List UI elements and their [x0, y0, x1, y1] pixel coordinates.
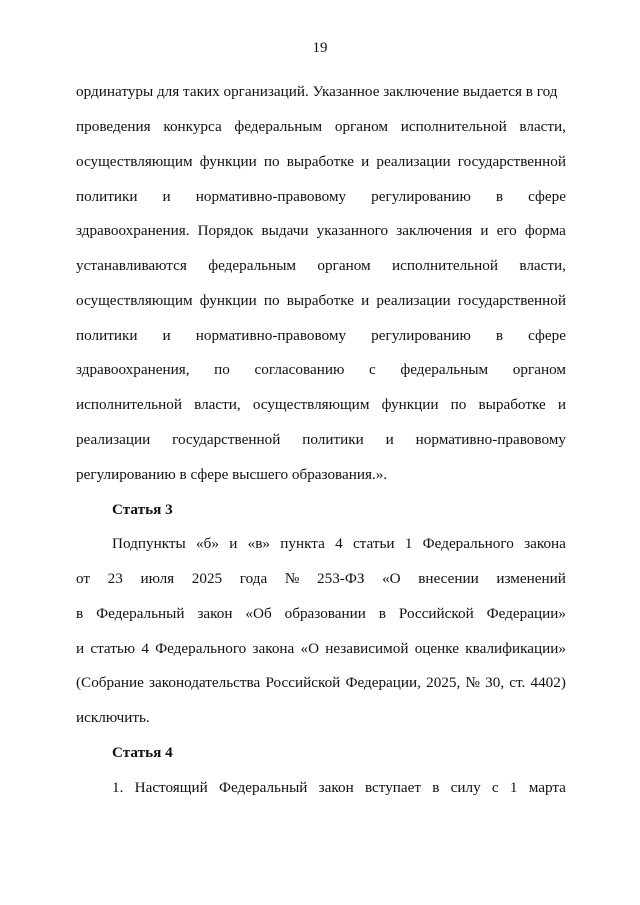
word: здравоохранения.: [76, 222, 190, 239]
word: ст.: [509, 674, 526, 691]
word: и: [162, 327, 171, 344]
word: федеральным: [208, 257, 297, 274]
word: заключения: [396, 222, 473, 239]
word: реализации: [76, 431, 151, 448]
word: осуществляющим: [252, 396, 370, 413]
word: регулированию: [371, 327, 471, 344]
word: статьи: [352, 535, 395, 552]
page-number: 19: [312, 40, 328, 56]
text-line: регулированию в сфере высшего образования.».: [76, 466, 388, 483]
word: государственной: [457, 153, 566, 170]
word: проведения: [76, 118, 151, 135]
word: июля: [140, 570, 175, 587]
word: и: [557, 396, 566, 413]
word: выработке: [286, 153, 354, 170]
word: по: [214, 361, 230, 378]
word: функции: [199, 292, 257, 309]
word: закон: [197, 605, 233, 622]
word: №: [284, 570, 300, 587]
word: осуществляющим: [76, 292, 193, 309]
word: и: [361, 292, 370, 309]
word: политики: [76, 327, 138, 344]
word: оценке: [414, 640, 460, 657]
word: в: [76, 605, 84, 622]
word: указанного: [316, 222, 389, 239]
word: регулированию: [371, 188, 471, 205]
text-line: [112, 778, 566, 798]
word: «О: [382, 570, 401, 587]
word: государственной: [457, 292, 566, 309]
word: органом: [317, 257, 371, 274]
word: силу: [450, 779, 481, 796]
text-line: [76, 673, 566, 693]
word: выработке: [286, 292, 354, 309]
word: законодательства: [149, 674, 261, 691]
word: закона: [252, 640, 295, 657]
text-line: [76, 291, 566, 311]
text-line: [76, 256, 566, 276]
word: его: [496, 222, 517, 239]
word: конкурса: [163, 118, 222, 135]
word: сфере: [528, 327, 566, 344]
word: 1.: [112, 779, 124, 796]
word: вступает: [364, 779, 422, 796]
word: и: [480, 222, 489, 239]
word: функции: [381, 396, 439, 413]
word: политики: [76, 188, 138, 205]
word: по: [263, 153, 280, 170]
word: Федерального: [422, 535, 514, 552]
word: образовании: [284, 605, 366, 622]
word: независимой: [325, 640, 409, 657]
word: Подпункты: [112, 535, 186, 552]
word: изменений: [496, 570, 566, 587]
word: 2025: [191, 570, 223, 587]
text-line: [76, 117, 566, 137]
article-3-heading: Статья 3: [112, 501, 173, 518]
word: 1: [404, 535, 413, 552]
word: «О: [300, 640, 320, 657]
word: сфере: [528, 188, 566, 205]
word: с: [491, 779, 499, 796]
word: закон: [318, 779, 354, 796]
word: №: [465, 674, 480, 691]
word: 4402): [530, 674, 566, 691]
word: власти,: [519, 118, 566, 135]
text-line: ординатуры для таких организаций. Указанное заключение выдается в год: [76, 83, 558, 100]
article-4-heading: Статья 4: [112, 744, 173, 761]
word: органом: [334, 118, 389, 135]
text-line: [76, 569, 566, 589]
word: функции: [199, 153, 257, 170]
word: Порядок: [197, 222, 254, 239]
word: власти,: [194, 396, 241, 413]
word: в: [378, 605, 386, 622]
word: 4: [141, 640, 149, 657]
text-line: [76, 430, 566, 450]
word: нормативно-правовому: [195, 327, 347, 344]
word: и: [361, 153, 370, 170]
text-line: [76, 360, 566, 380]
word: и: [162, 188, 171, 205]
word: 253-ФЗ: [317, 570, 365, 587]
word: и: [385, 431, 394, 448]
word: Российской: [398, 605, 474, 622]
word: Федеральный: [96, 605, 185, 622]
word: исполнительной: [392, 257, 498, 274]
text-line: [76, 221, 566, 241]
word: по: [263, 292, 280, 309]
word: реализации: [376, 292, 451, 309]
word: «Об: [245, 605, 272, 622]
text-line: [76, 187, 566, 207]
word: Федерации»: [486, 605, 566, 622]
text-line: [112, 534, 566, 554]
word: закона: [524, 535, 566, 552]
word: в: [432, 779, 440, 796]
word: Федеральный: [218, 779, 308, 796]
word: с: [368, 361, 376, 378]
word: года: [239, 570, 268, 587]
word: нормативно-правовому: [415, 431, 566, 448]
word: «б»: [196, 535, 219, 552]
word: согласованию: [254, 361, 345, 378]
word: Федерации,: [345, 674, 421, 691]
text-line: [76, 326, 566, 346]
word: марта: [528, 779, 566, 796]
word: «в»: [247, 535, 270, 552]
word: (Собрание: [76, 674, 144, 691]
word: квалификации»: [465, 640, 566, 657]
word: 30,: [485, 674, 505, 691]
text-line: [76, 639, 566, 659]
word: устанавливаются: [76, 257, 187, 274]
word: и: [229, 535, 238, 552]
word: 23: [107, 570, 123, 587]
word: Настоящий: [134, 779, 208, 796]
word: реализации: [376, 153, 451, 170]
word: форма: [524, 222, 566, 239]
word: власти,: [519, 257, 566, 274]
word: в: [495, 188, 504, 205]
word: 1: [509, 779, 518, 796]
word: государственной: [172, 431, 281, 448]
word: органом: [512, 361, 566, 378]
word: 4: [335, 535, 343, 552]
word: выдачи: [261, 222, 309, 239]
text-line: [76, 395, 566, 415]
text-line: [76, 152, 566, 172]
word: от: [76, 570, 91, 587]
word: и: [76, 640, 85, 657]
word: статью: [90, 640, 136, 657]
word: исполнительной: [76, 396, 182, 413]
word: нормативно-правовому: [195, 188, 347, 205]
word: 2025,: [426, 674, 461, 691]
text-line: [76, 604, 566, 624]
word: выработке: [478, 396, 546, 413]
text-line: исключить.: [76, 709, 150, 726]
word: осуществляющим: [76, 153, 193, 170]
word: Федерального: [155, 640, 247, 657]
word: исполнительной: [400, 118, 507, 135]
word: пункта: [280, 535, 325, 552]
word: Российской: [265, 674, 341, 691]
word: здравоохранения,: [76, 361, 190, 378]
word: по: [450, 396, 467, 413]
word: внесении: [418, 570, 479, 587]
word: политики: [302, 431, 364, 448]
word: федеральным: [400, 361, 489, 378]
word: в: [495, 327, 504, 344]
word: федеральным: [234, 118, 323, 135]
